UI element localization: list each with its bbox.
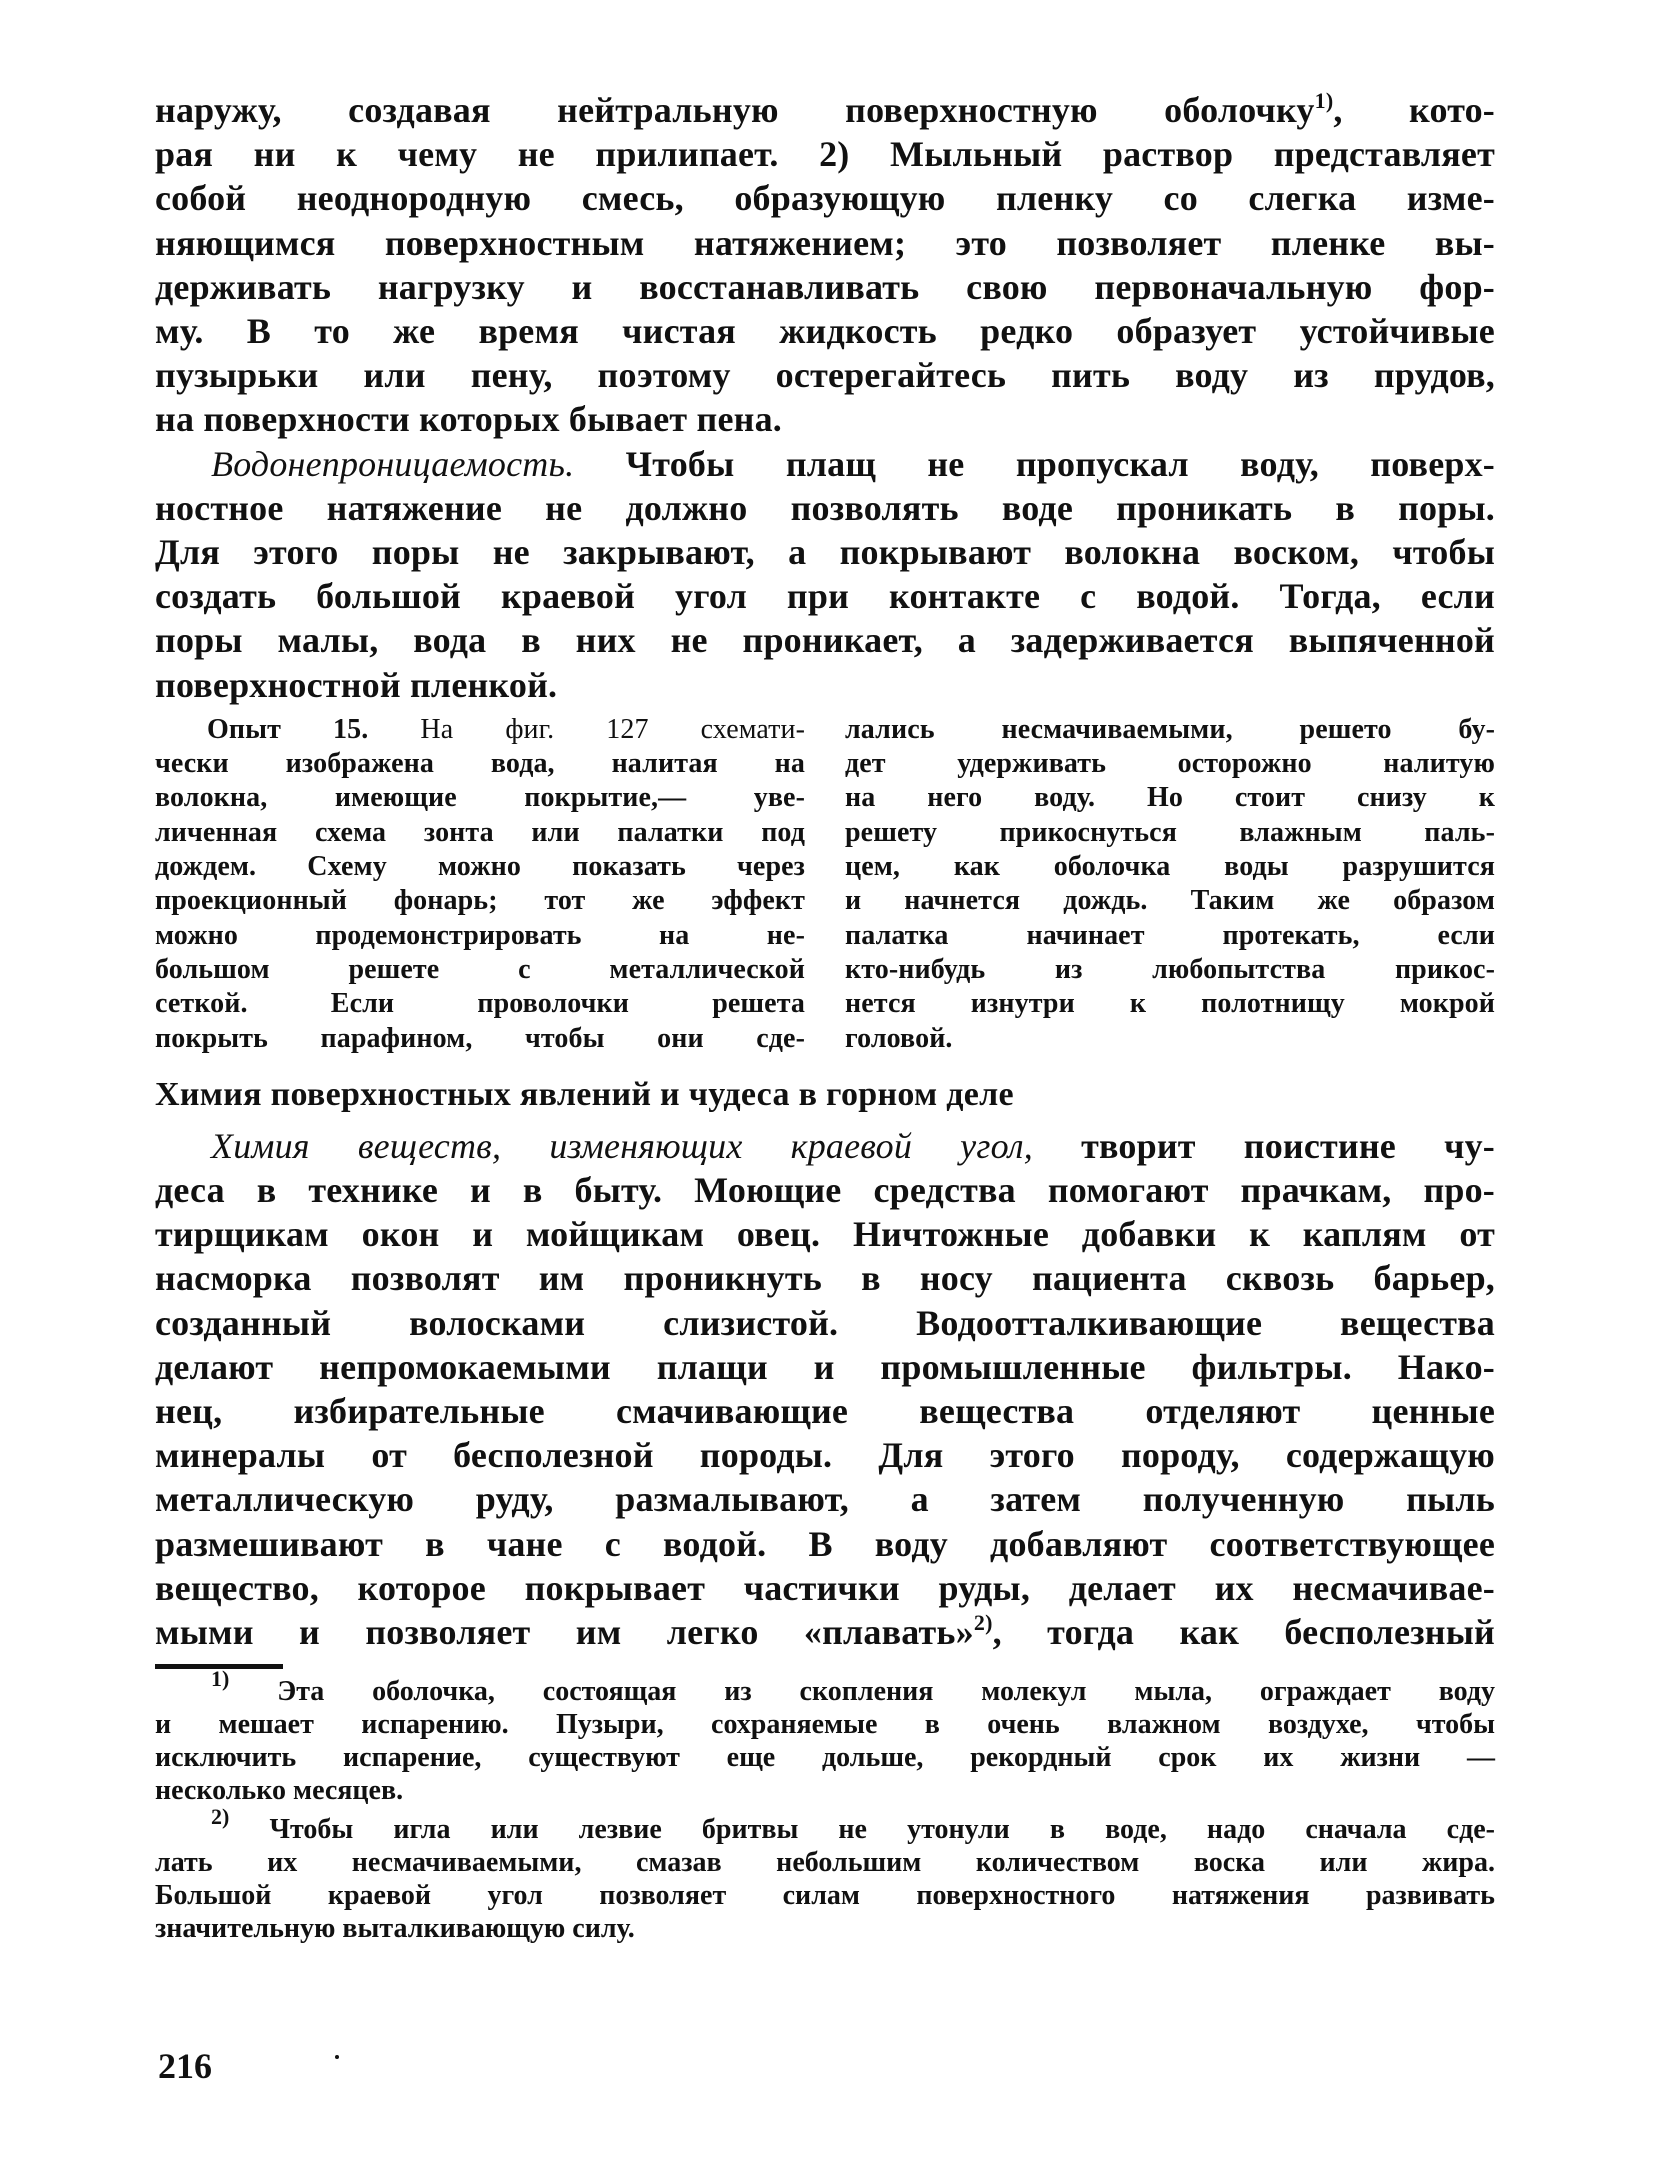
text-line: дождем. Схему можно показать через [155, 851, 805, 883]
text-line: делают непромокаемыми плащи и промышленные фильтры. Нако- [155, 1346, 1495, 1387]
text-line: держивать нагрузку и восстанавливать свою первоначальную фор- [155, 266, 1495, 307]
footnote-marker: 2) [211, 1804, 230, 1830]
text-line: волокна, имеющие покрытие,— уве- [155, 782, 805, 814]
footnote-2 [155, 1804, 1495, 1945]
text-line: исключить испарение, существуют еще дольше, рекордный срок их жизни — [155, 1742, 1495, 1774]
text-line: и начнется дождь. Таким же образом [845, 885, 1495, 917]
text-line: собой неоднородную смесь, образующую пленку со слегка изме- [155, 178, 1495, 219]
text-line: личенная схема зонта или палатки под [155, 816, 805, 848]
text-line: ностное натяжение не должно позволять воде проникать в поры. [155, 487, 1495, 528]
text-line: на поверхности которых бывает пена. [155, 399, 782, 440]
footnote-1 [155, 1666, 1495, 1807]
text-line: цем, как оболочка воды разрушится [845, 851, 1495, 883]
text-line: сеткой. Если проволочки решета [155, 988, 805, 1020]
text-line: лались несмачиваемыми, решето бу- [845, 713, 1495, 745]
text-line: большом решете с металлической [155, 953, 805, 985]
text-line: кто-нибудь из любопытства прикос- [845, 953, 1495, 985]
text-line: няющимся поверхностным натяжением; это позволяет пленке вы- [155, 222, 1495, 263]
book-page [155, 88, 1495, 1945]
text-line: палатка начинает протекать, если [845, 919, 1495, 951]
text-line: размешивают в чане с водой. В воду добавляют соответствующее [155, 1523, 1495, 1564]
text-line: поверхностной пленкой. [155, 664, 558, 705]
text-line: и мешает испарению. Пузыри, сохраняемые в очень влажном воздухе, чтобы [155, 1709, 1495, 1741]
text-line: $^{1)}$ Эта оболочка, состоящая из скопления молекул мыла, ограждает воду [211, 1666, 1495, 1708]
text-line: нец, избирательные смачивающие вещества отделяют ценные [155, 1391, 1495, 1432]
text-line: вещество, которое покрывает частички руды, делает их несмачивае- [155, 1567, 1495, 1608]
section-heading: Химия поверхностных явлений и чудеса в горном деле [155, 1075, 1014, 1113]
text-line: $^{2)}$ Чтобы игла или лезвие бритвы не утонули в воде, надо сначала сде- [211, 1804, 1495, 1846]
text-line: несколько месяцев. [155, 1775, 404, 1807]
text-line: насморка позволят им проникнуть в носу пациента сквозь барьер, [155, 1258, 1495, 1299]
text-line: минералы от бесполезной породы. Для этого породу, содержащую [155, 1435, 1495, 1476]
text-line: металлическую руду, размалывают, а затем полученную пыль [155, 1479, 1495, 1520]
text-line: пузырьки или пену, поэтому остерегайтесь пить воду из прудов, [155, 355, 1495, 396]
text-line: создать большой краевой угол при контакте с водой. Тогда, если [155, 576, 1495, 617]
text-line: наружу, создавая нейтральную поверхностную оболочку$^{1)}$, кото- [155, 88, 1495, 130]
text-line: чески изображена вода, налитая на [155, 748, 805, 780]
text-line: дет удерживать осторожно налитую [845, 748, 1495, 780]
experiment-label: Опыт 15. [207, 713, 369, 745]
text-line: Большой краевой угол позволяет силам поверхностного натяжения развивать [155, 1880, 1495, 1912]
text-line: му. В то же время чистая жидкость редко образует устойчивые [155, 311, 1495, 352]
text-line: значительную выталкивающую силу. [155, 1913, 635, 1945]
text-line: тирщикам окон и мойщикам овец. Ничтожные добавки к каплям от [155, 1214, 1495, 1255]
footnote-ref-1[interactable]: 1) [1314, 88, 1334, 113]
text-line: проекционный фонарь; тот же эффект [155, 885, 805, 917]
text-line: созданный волосками слизистой. Водоотталкивающие вещества [155, 1302, 1495, 1343]
text-line: рая ни к чему не прилипает. 2) Мыльный раствор представляет [155, 134, 1495, 175]
experiment-right-column [845, 713, 1495, 1056]
paragraph-soap-film [155, 88, 1495, 442]
footnote-marker: 1) [211, 1666, 230, 1692]
text-line: деса в технике и в быту. Моющие средства помогают прачкам, про- [155, 1170, 1495, 1211]
text-line: решету прикоснуться влажным паль- [845, 816, 1495, 848]
text-line: поры малы, вода в них не проникает, а задерживается выпяченной [155, 620, 1495, 661]
experiment-15-block [155, 713, 1495, 1056]
text-line: Водонепроницаемость. Чтобы плащ не пропускал воду, поверх- [211, 443, 1495, 484]
text-line: на него воду. Но стоит снизу к [845, 782, 1495, 814]
footnote-ref-2[interactable]: 2) [973, 1610, 993, 1636]
paragraph-waterproofing [155, 442, 1495, 707]
text-line: нется изнутри к полотнищу мокрой [845, 988, 1495, 1020]
text-line: лать их несмачиваемыми, смазав небольшим количеством воска или жира. [155, 1847, 1495, 1879]
text-line: можно продемонстрировать на не- [155, 919, 805, 951]
italic-term: Химия веществ, изменяющих краевой угол, [211, 1125, 1033, 1166]
text-line: Для этого поры не закрывают, а покрывают волокна воском, чтобы [155, 532, 1495, 573]
text-line: Опыт 15. На фиг. 127 схемати- [207, 713, 805, 745]
text-line: мыми и позволяет им легко «плавать»$^{2)}$, тогда как бесполезный [155, 1610, 1495, 1653]
text-line: Химия веществ, изменяющих краевой угол, творит поистине чу- [211, 1125, 1495, 1166]
italic-term: Водонепроницаемость. [211, 443, 575, 484]
page-number: 216 [158, 2046, 212, 2086]
scan-speck [335, 2055, 339, 2059]
text-line: головой. [845, 1022, 953, 1054]
experiment-left-column [155, 713, 805, 1056]
paragraph-mining-chemistry [155, 1124, 1495, 1654]
text-line: покрыть парафином, чтобы они сде- [155, 1022, 805, 1054]
